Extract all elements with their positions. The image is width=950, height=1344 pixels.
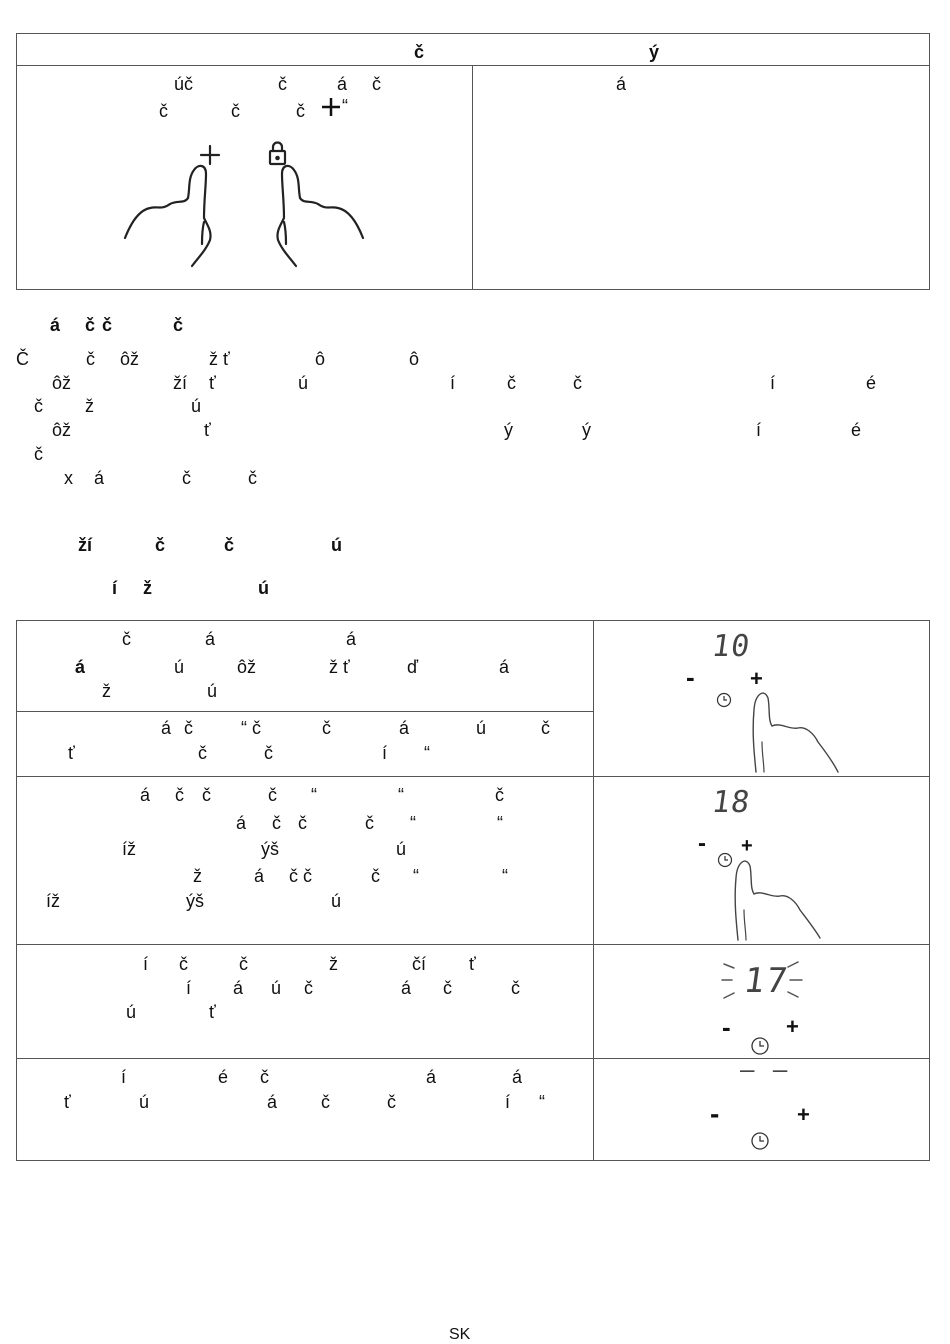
clock-icon [750, 1131, 770, 1151]
step-text: č [122, 629, 131, 649]
subheading: ú [258, 578, 269, 598]
step-text: í [505, 1092, 511, 1112]
step-text: “ [398, 785, 404, 805]
paragraph-text: ý [582, 420, 591, 440]
pointing-finger-illustration [728, 850, 838, 944]
table1-text: á [616, 74, 627, 94]
two-finger-touch-illustration [118, 140, 378, 272]
paragraph-text: ť [209, 373, 216, 393]
paragraph-text: í [770, 373, 776, 393]
paragraph-text: č [34, 444, 43, 464]
table1-header-char: č [414, 42, 425, 62]
step-text: ú [476, 718, 487, 738]
paragraph-text: ô [409, 349, 420, 369]
table-row-divider [16, 776, 930, 777]
minus-symbol: - [698, 830, 706, 857]
step-text: ú [174, 657, 185, 677]
step-text: ú [396, 839, 407, 859]
subheading: ž [143, 578, 152, 598]
paragraph-text: á [94, 468, 105, 488]
table1-text: č [231, 101, 240, 121]
step-text: á [346, 629, 357, 649]
step-text: á [399, 718, 410, 738]
step-text: “ [502, 866, 508, 886]
step-text: ž [329, 954, 338, 974]
step-text: č č [289, 866, 313, 886]
step-text: “ [539, 1092, 545, 1112]
table-row-divider [16, 944, 930, 945]
table1-header-char: ý [649, 42, 660, 62]
step-text: á [161, 718, 172, 738]
table-header-divider [16, 65, 930, 66]
step-text: á [267, 1092, 278, 1112]
table-row-divider [16, 1058, 930, 1059]
step-text: č [264, 743, 273, 763]
section-heading: č [85, 315, 96, 335]
step-text: č [511, 978, 520, 998]
paragraph-text: ô [315, 349, 326, 369]
subheading: ú [331, 535, 342, 555]
pointing-finger-illustration [740, 682, 850, 776]
paragraph-text: ú [191, 396, 202, 416]
step-text: í [143, 954, 149, 974]
table-row-divider [16, 711, 593, 712]
step-text: č [260, 1067, 269, 1087]
paragraph-text: č [86, 349, 95, 369]
step-text: ž [193, 866, 202, 886]
step-text: á [233, 978, 244, 998]
step-text: ž [102, 681, 111, 701]
step-text: č [365, 813, 374, 833]
step-text: á [75, 657, 86, 677]
step-text: ú [207, 681, 218, 701]
step-text: á [254, 866, 265, 886]
plus-symbol: + [797, 1102, 810, 1127]
step-text: í [121, 1067, 127, 1087]
table-column-divider [472, 65, 473, 290]
clock-icon [750, 1036, 770, 1056]
plus-icon [320, 96, 342, 118]
step-text: č [371, 866, 380, 886]
step-text: “ č [241, 718, 261, 738]
step-text: č [202, 785, 211, 805]
blink-rays-right [780, 958, 810, 1002]
step-text: č [272, 813, 281, 833]
paragraph-text: í [450, 373, 456, 393]
paragraph-text: í [756, 420, 762, 440]
step-text: č [321, 1092, 330, 1112]
step-text: č [184, 718, 193, 738]
paragraph-text: ž [85, 396, 94, 416]
step-text: ôž [237, 657, 257, 677]
table1-text: á [337, 74, 348, 94]
minus-symbol: - [710, 1098, 720, 1129]
timer-display-blinking: 17 [741, 961, 792, 1001]
table1-text: č [372, 74, 381, 94]
step-text: é [218, 1067, 229, 1087]
step-text: č [541, 718, 550, 738]
step-text: íž [46, 891, 61, 911]
step-text: ť [469, 954, 476, 974]
step-text: í [186, 978, 192, 998]
table1-text: č [159, 101, 168, 121]
step-text: “ [497, 813, 503, 833]
step-text: č [443, 978, 452, 998]
minus-symbol: - [722, 1012, 731, 1042]
step-text: á [401, 978, 412, 998]
paragraph-text: ť [204, 420, 211, 440]
timer-display: 18 [709, 785, 753, 820]
step-text: čí [412, 954, 427, 974]
paragraph-text: ý [504, 420, 513, 440]
paragraph-text: ôž [52, 373, 72, 393]
table1-text: č [278, 74, 287, 94]
paragraph-text: č [34, 396, 43, 416]
section-heading: á [50, 315, 61, 335]
step-text: č [179, 954, 188, 974]
step-text: č [298, 813, 307, 833]
subheading: č [155, 535, 166, 555]
plus-symbol: + [741, 835, 753, 857]
paragraph-text: č [507, 373, 516, 393]
clock-icon [716, 692, 732, 708]
step-text: ď [407, 657, 419, 677]
step-text: á [236, 813, 247, 833]
step-text: ú [139, 1092, 150, 1112]
paragraph-text: Č [16, 349, 29, 369]
paragraph-text: č [182, 468, 191, 488]
table1-text: “ [342, 96, 348, 116]
paragraph-text: x [64, 468, 73, 488]
step-text: “ [424, 743, 430, 763]
paragraph-text: č [248, 468, 257, 488]
paragraph-text: é [866, 373, 877, 393]
subheading: č [224, 535, 235, 555]
paragraph-text: é [851, 420, 862, 440]
step-text: č [387, 1092, 396, 1112]
step-text: “ [413, 866, 419, 886]
table1-text: č [296, 101, 305, 121]
timer-display: 10 [709, 629, 753, 664]
page-language-label: SK [449, 1326, 471, 1343]
step-text: č [239, 954, 248, 974]
step-text: á [426, 1067, 437, 1087]
step-text: ú [271, 978, 282, 998]
step-text: ť [209, 1002, 216, 1022]
paragraph-text: ží [173, 373, 188, 393]
subheading: ží [78, 535, 93, 555]
step-text: á [205, 629, 216, 649]
step-text: ť [68, 743, 75, 763]
paragraph-text: ôž [120, 349, 140, 369]
step-text: íž [122, 839, 137, 859]
step-text: č [198, 743, 207, 763]
paragraph-text: č [573, 373, 582, 393]
step-text: č [175, 785, 184, 805]
paragraph-text: ž ť [209, 349, 230, 369]
step-text: ýš [186, 891, 204, 911]
plus-symbol: + [786, 1014, 799, 1039]
timer-display-off: – – [740, 1056, 790, 1084]
step-text: ú [126, 1002, 137, 1022]
paragraph-text: ú [298, 373, 309, 393]
step-text: č [322, 718, 331, 738]
table1-text: úč [174, 74, 194, 94]
paragraph-text: ôž [52, 420, 72, 440]
step-text: ž ť [329, 657, 350, 677]
section-heading: č [102, 315, 113, 335]
step-text: ú [331, 891, 342, 911]
step-text: á [140, 785, 151, 805]
step-text: ýš [261, 839, 279, 859]
step-text: í [382, 743, 388, 763]
subheading: í [112, 578, 118, 598]
step-text: č [304, 978, 313, 998]
minus-symbol: - [686, 662, 695, 692]
step-text: “ [311, 785, 317, 805]
step-text: á [512, 1067, 523, 1087]
step-text: č [268, 785, 277, 805]
step-text: á [499, 657, 510, 677]
step-text: “ [410, 813, 416, 833]
step-text: ť [64, 1092, 71, 1112]
step-text: č [495, 785, 504, 805]
plus-symbol: + [750, 666, 763, 691]
table-column-divider [593, 620, 594, 1161]
section-heading: č [173, 315, 184, 335]
